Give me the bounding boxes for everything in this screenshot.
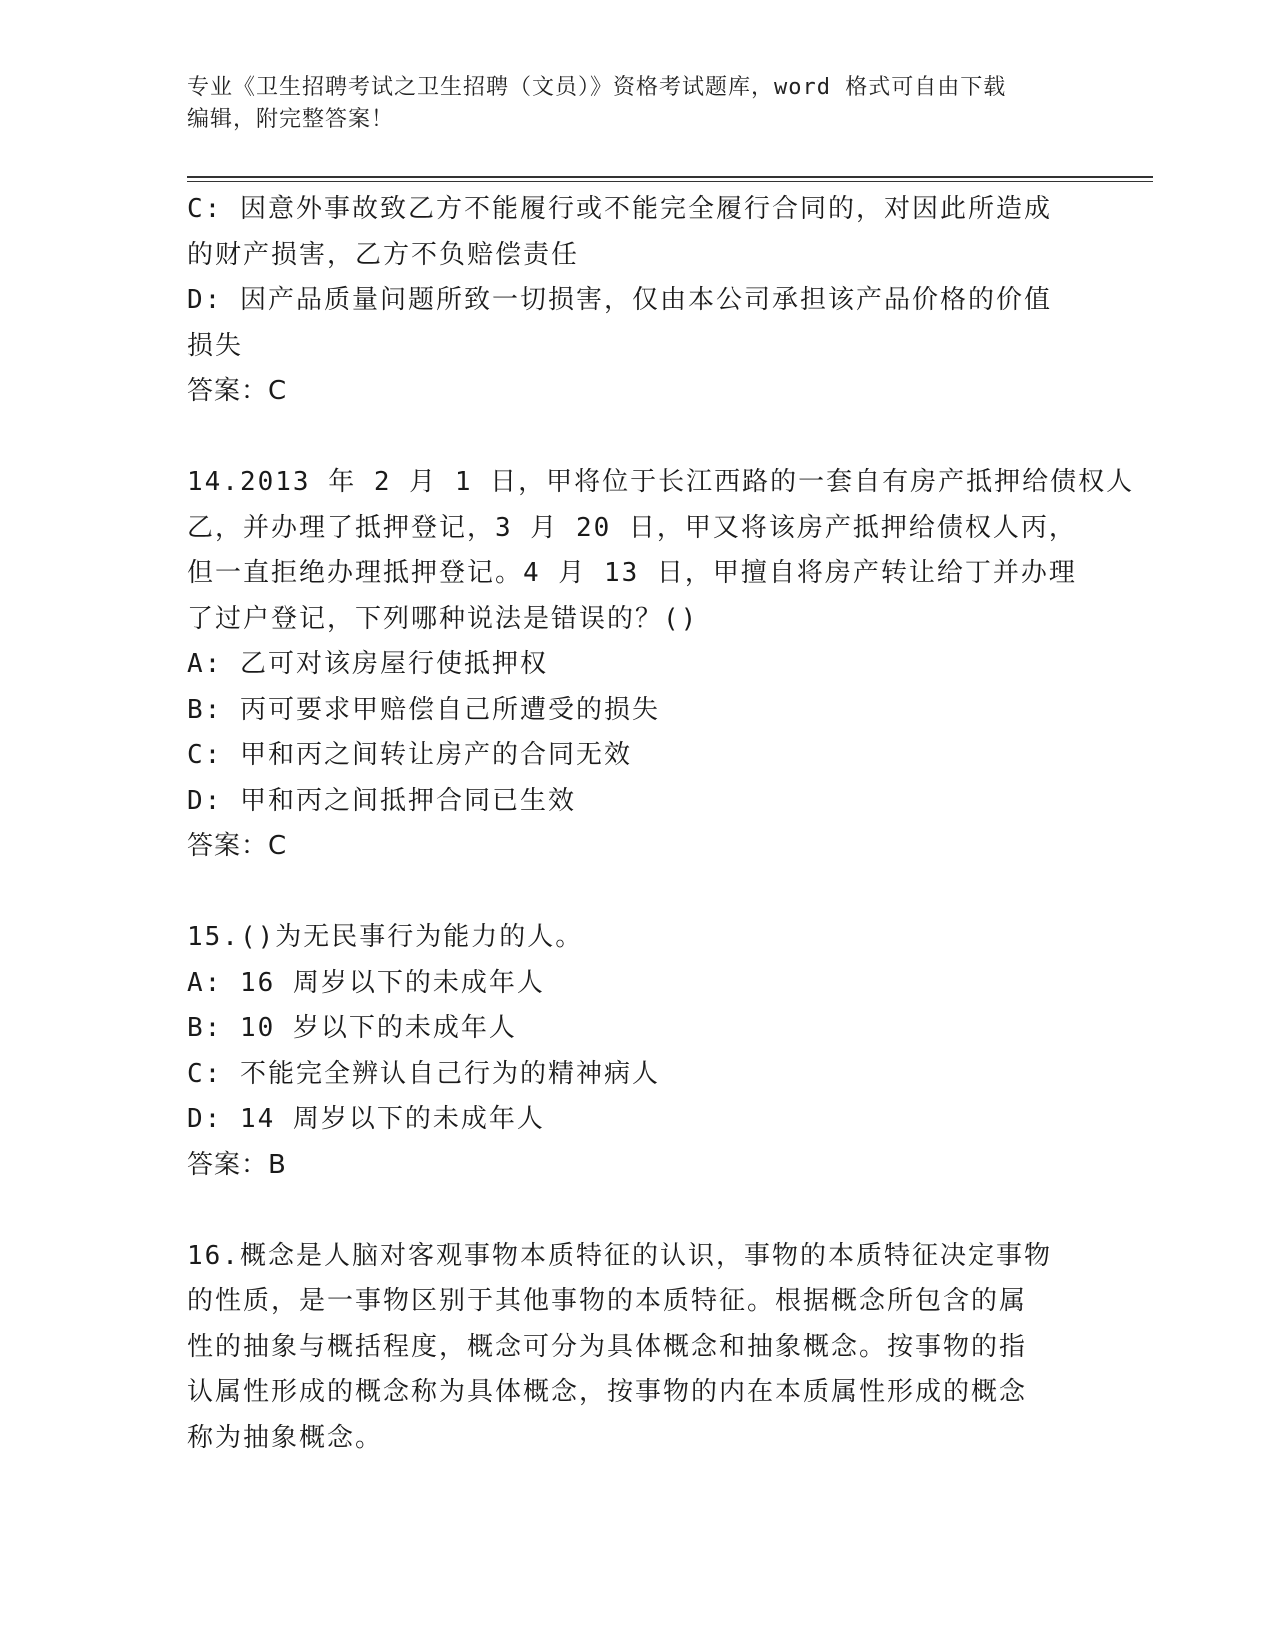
question-14-line-2: 乙，并办理了抵押登记，3 月 20 日，甲又将该房产抵押给债权人丙， bbox=[187, 512, 1077, 543]
option-c-line-2: 的财产损害，乙方不负赔偿责任 bbox=[187, 239, 580, 270]
question-content bbox=[187, 187, 1135, 1461]
answer-14: 答案：C bbox=[187, 831, 288, 861]
header-divider-thin bbox=[187, 181, 1153, 182]
question-15-line-1: 15.()为无民事行为能力的人。 bbox=[187, 922, 584, 952]
spacer bbox=[187, 1188, 1087, 1234]
page-header bbox=[187, 72, 1087, 136]
question-14-option-d: D: 甲和丙之间抵押合同已生效 bbox=[187, 785, 576, 816]
question-16-line-5: 称为抽象概念。 bbox=[187, 1422, 384, 1453]
option-c-line-1: C: 因意外事故致乙方不能履行或不能完全履行合同的，对因此所造成 bbox=[187, 194, 1052, 224]
answer-15: 答案：B bbox=[187, 1149, 287, 1180]
question-15-option-d: D: 14 周岁以下的未成年人 bbox=[187, 1104, 545, 1134]
header-divider-thick bbox=[187, 176, 1153, 178]
header-line-1: 专业《卫生招聘考试之卫生招聘（文员）》资格考试题库，word 格式可自由下载 bbox=[187, 75, 1007, 100]
spacer bbox=[187, 415, 1087, 461]
question-16-line-1: 16.概念是人脑对客观事物本质特征的认识，事物的本质特征决定事物 bbox=[187, 1240, 1052, 1271]
spacer bbox=[187, 870, 1087, 916]
question-14 bbox=[187, 460, 1135, 870]
question-16-line-4: 认属性形成的概念称为具体概念，按事物的内在本质属性形成的概念 bbox=[187, 1377, 1028, 1407]
option-d-line-1: D: 因产品质量问题所致一切损害，仅由本公司承担该产品价格的价值 bbox=[187, 285, 1052, 315]
question-14-option-b: B: 丙可要求甲赔偿自己所遭受的损失 bbox=[187, 694, 660, 725]
option-d-line-2: 损失 bbox=[187, 330, 244, 361]
question-14-option-a: A: 乙可对该房屋行使抵押权 bbox=[187, 649, 548, 679]
question-15 bbox=[187, 915, 1087, 1188]
question-14-line-4: 了过户登记，下列哪种说法是错误的？() bbox=[187, 603, 699, 634]
question-13-continued bbox=[187, 187, 1087, 415]
question-15-option-b: B: 10 岁以下的未成年人 bbox=[187, 1013, 517, 1043]
question-16-line-2: 的性质，是一事物区别于其他事物的本质特征。根据概念所包含的属 bbox=[187, 1286, 1028, 1316]
question-15-option-c: C: 不能完全辨认自己行为的精神病人 bbox=[187, 1058, 660, 1089]
header-line-2: 编辑，附完整答案！ bbox=[187, 107, 395, 132]
question-15-option-a: A: 16 周岁以下的未成年人 bbox=[187, 967, 545, 998]
question-14-option-c: C: 甲和丙之间转让房产的合同无效 bbox=[187, 740, 632, 770]
question-14-line-3: 但一直拒绝办理抵押登记。4 月 13 日，甲擅自将房产转让给丁并办理 bbox=[187, 558, 1077, 588]
question-16 bbox=[187, 1234, 1087, 1462]
question-16-line-3: 性的抽象与概括程度，概念可分为具体概念和抽象概念。按事物的指 bbox=[187, 1331, 1028, 1362]
answer-13: 答案：C bbox=[187, 376, 288, 406]
question-14-line-1: 14.2013 年 2 月 1 日，甲将位于长江西路的一套自有房产抵押给债权人 bbox=[187, 467, 1135, 497]
